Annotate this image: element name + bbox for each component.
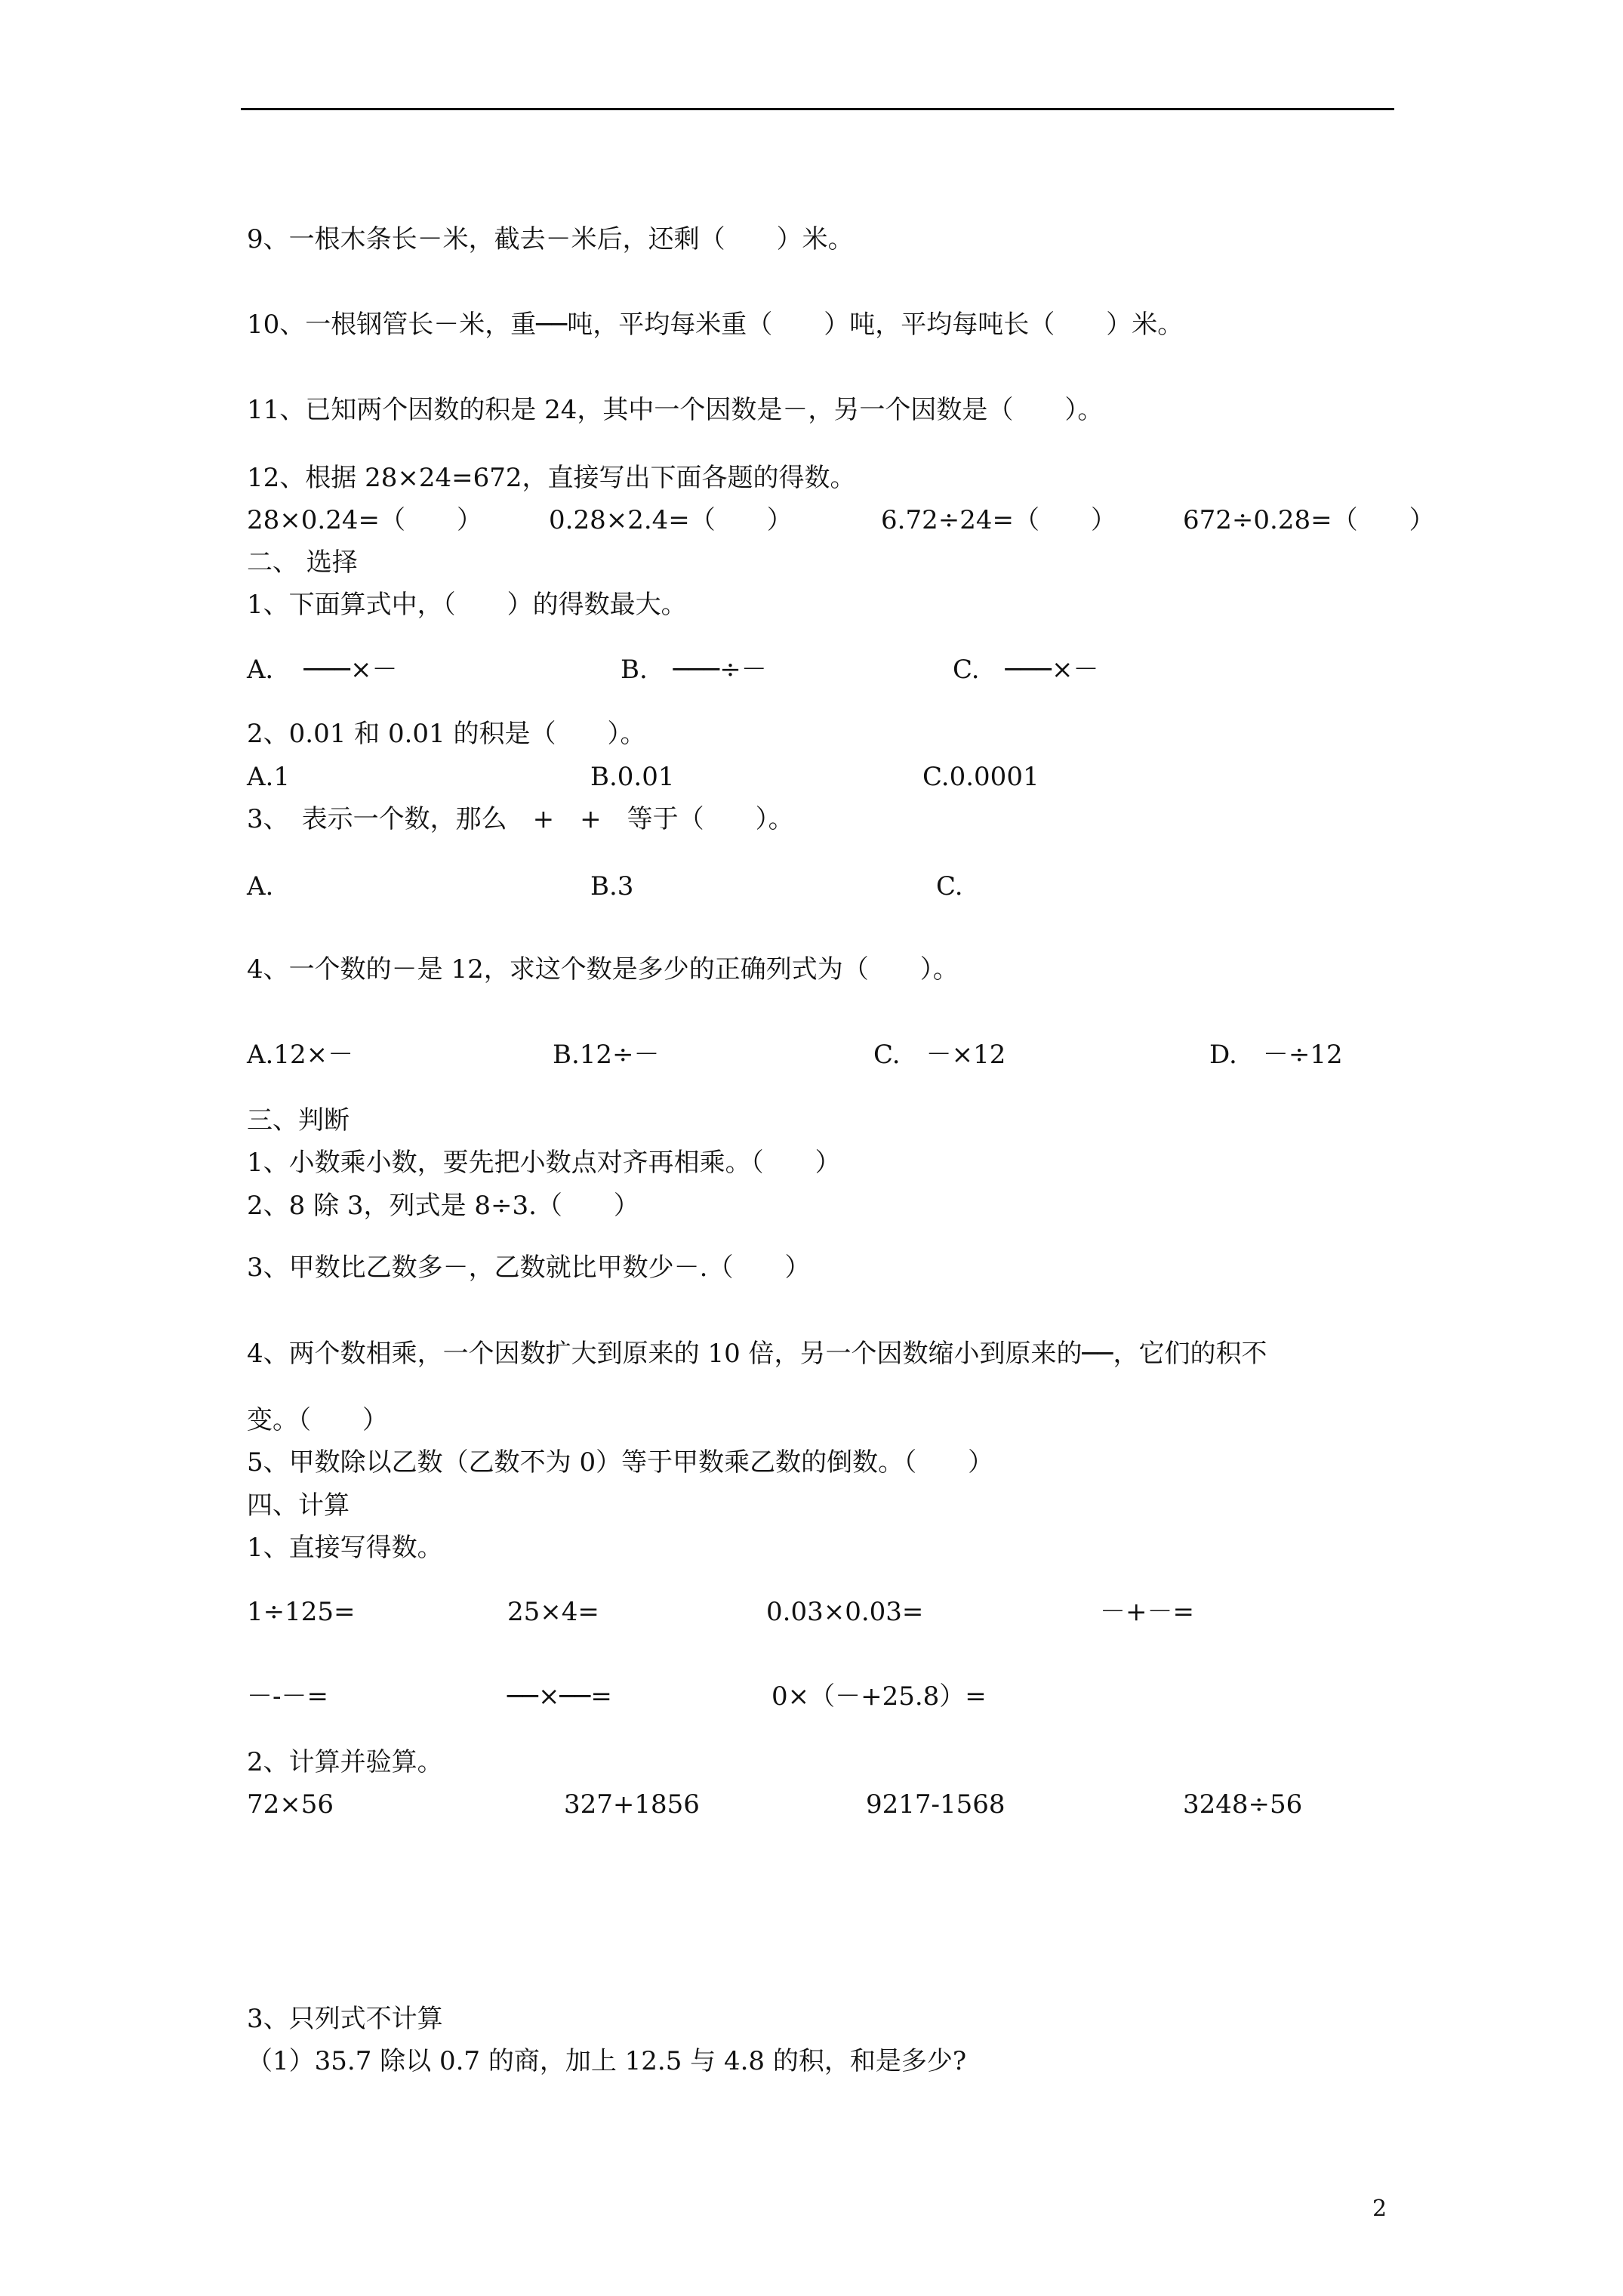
page-number: 2 [1372,2196,1387,2222]
judge-q4: 4、两个数相乘，一个因数扩大到原来的 10 倍，另一个因数缩小到原来的──，它们的积不 [247,1339,1267,1369]
choice-q1: 1、下面算式中，（ ）的得数最大。 [247,590,687,620]
choice-q1-option-a: A． ───×－ [247,655,398,685]
judge-q5: 5、甲数除以乙数（乙数不为 0）等于甲数乘乙数的倒数。（ ） [247,1447,994,1478]
verify-item-3: 9217-1568 [866,1789,1006,1820]
question-12-d: 672÷0.28=（ ） [1183,505,1435,535]
choice-q3: 3、 表示一个数，那么 + + 等于（ ）。 [247,804,794,834]
judge-q3: 3、甲数比乙数多－，乙数就比甲数少－.（ ） [247,1253,811,1283]
choice-q1-option-c: C. ───×－ [953,655,1099,685]
question-12-c: 6.72÷24=（ ） [881,505,1116,535]
question-12: 12、根据 28×24=672，直接写出下面各题的得数。 [247,463,856,493]
calc-item-7: 0×（－+25.8）= [771,1681,987,1712]
question-12-a: 28×0.24=（ ） [247,505,482,535]
question-10: 10、一根钢管长－米，重──吨，平均每米重（ ）吨，平均每吨长（ ）米。 [247,310,1184,340]
choice-q1-option-b: B. ───÷－ [621,655,767,685]
choice-q4-option-a: A.12×－ [247,1040,354,1070]
section-calc-heading: 四、计算 [247,1490,350,1521]
choice-q2: 2、0.01 和 0.01 的积是（ ）。 [247,719,646,749]
question-11: 11、已知两个因数的积是 24，其中一个因数是－，另一个因数是（ ）。 [247,395,1104,425]
choice-q4: 4、一个数的－是 12，求这个数是多少的正确列式为（ ）。 [247,954,959,985]
section-choice-heading: 二、 选择 [247,547,358,578]
choice-q2-option-b: B.0.01 [590,762,675,792]
question-12-b: 0.28×2.4=（ ） [549,505,793,535]
verify-item-4: 3248÷56 [1183,1789,1303,1820]
header-rule [241,108,1394,110]
choice-q2-option-a: A.1 [247,762,290,792]
choice-q4-option-b: B.12÷－ [553,1040,660,1070]
choice-q4-option-c: C. －×12 [873,1040,1006,1070]
calc-item-6: ──×──= [507,1681,612,1712]
verify-item-1: 72×56 [247,1789,334,1820]
choice-q3-option-a: A. [247,871,274,901]
judge-q2: 2、8 除 3，列式是 8÷3.（ ） [247,1191,639,1221]
calc-item-5: －-－= [247,1681,328,1712]
calc-q3: 3、只列式不计算 [247,2004,443,2034]
question-9: 9、一根木条长－米，截去－米后，还剩（ ）米。 [247,224,854,254]
calc-item-4: －+－= [1100,1597,1194,1627]
calc-q3-item-1: （1）35.7 除以 0.7 的商，加上 12.5 与 4.8 的积，和是多少? [247,2046,967,2076]
calc-item-3: 0.03×0.03= [766,1597,924,1627]
choice-q3-option-b: B.3 [590,871,634,901]
judge-q4-continued: 变。（ ） [247,1405,388,1435]
calc-q2: 2、计算并验算。 [247,1747,443,1777]
choice-q4-option-d: D. －÷12 [1209,1040,1343,1070]
choice-q3-option-c: C. [936,871,963,901]
choice-q2-option-c: C.0.0001 [922,762,1039,792]
calc-item-2: 25×4= [507,1597,599,1627]
judge-q1: 1、小数乘小数，要先把小数点对齐再相乘。（ ） [247,1148,841,1178]
section-judge-heading: 三、判断 [247,1105,350,1136]
verify-item-2: 327+1856 [564,1789,700,1820]
calc-item-1: 1÷125= [247,1597,356,1627]
calc-q1: 1、直接写得数。 [247,1533,443,1563]
